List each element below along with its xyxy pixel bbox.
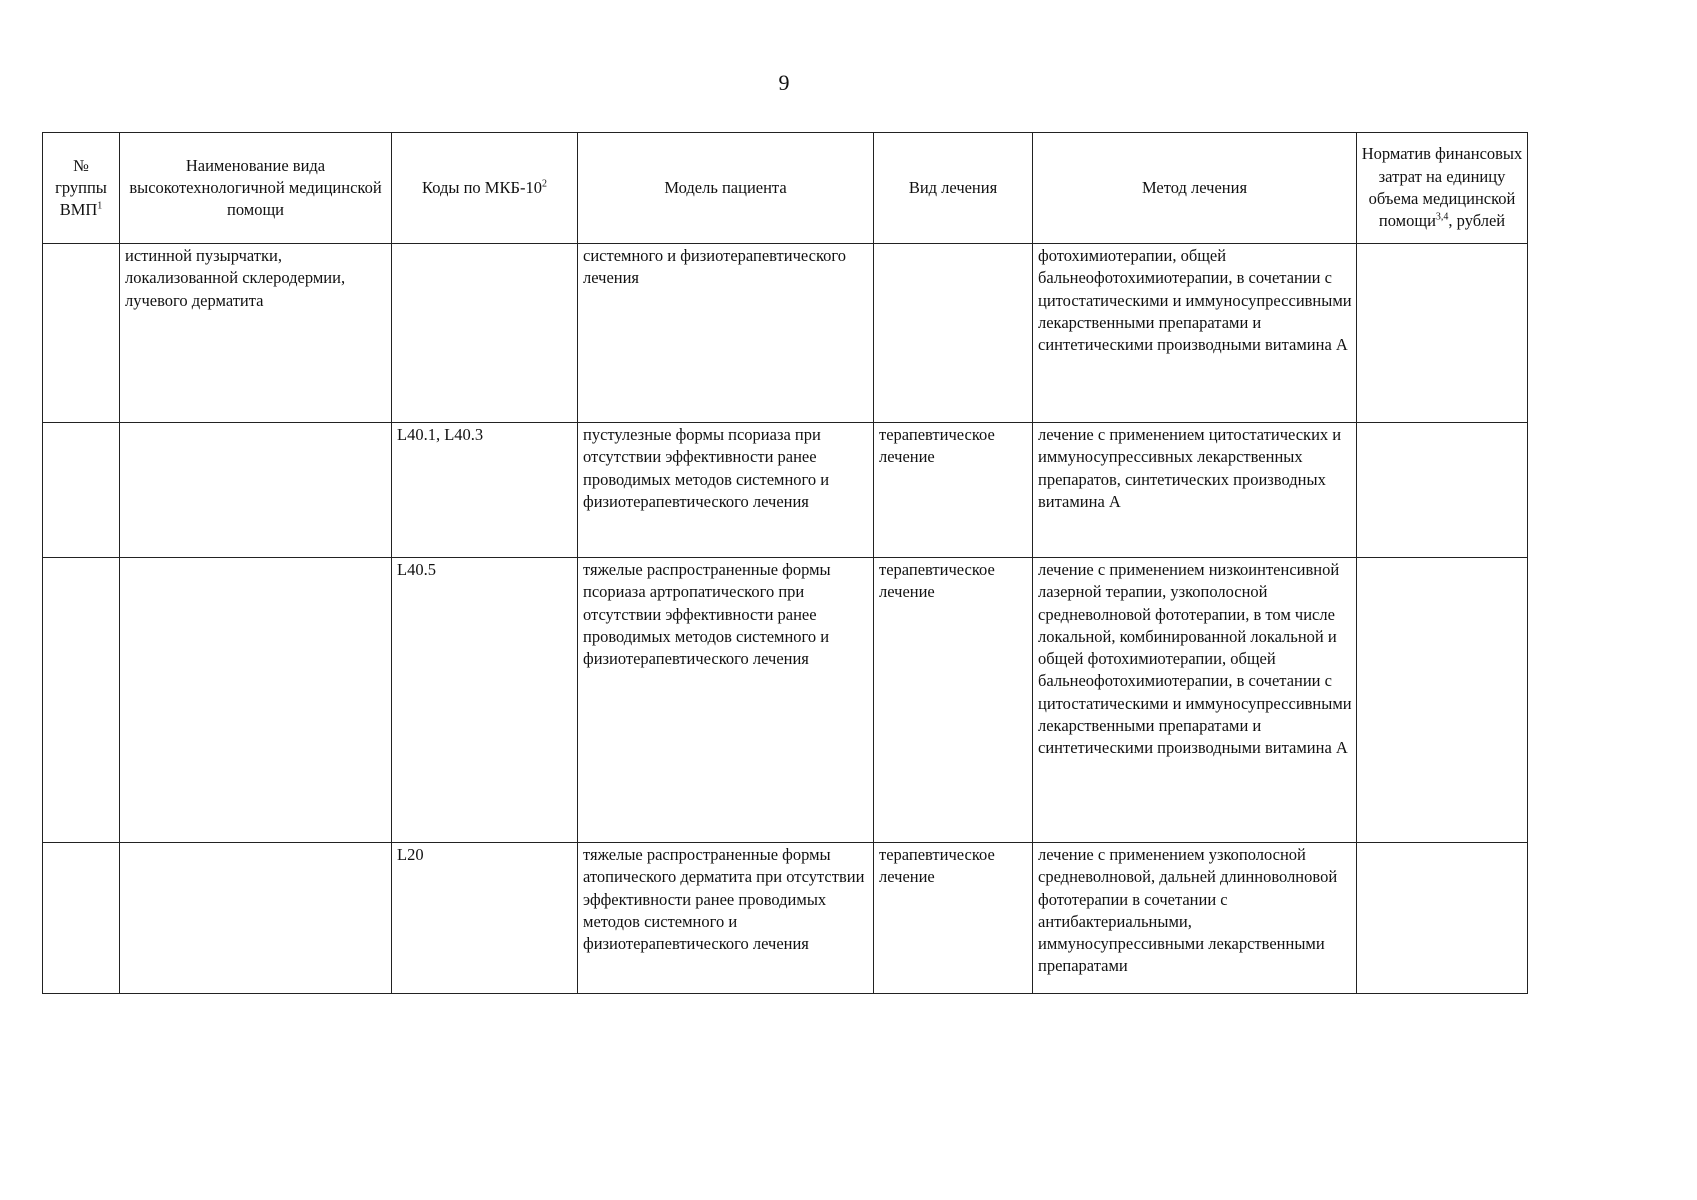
page-number: 9 xyxy=(778,70,790,95)
table-row xyxy=(43,423,1528,558)
cell-icd10-codes: L40.5 xyxy=(392,558,578,843)
cell-treatment-type xyxy=(874,244,1033,423)
cell-cost-standard xyxy=(1357,423,1528,558)
cell-cost-standard xyxy=(1357,244,1528,423)
table-row xyxy=(43,843,1528,994)
header-patient-model: Модель пациента xyxy=(578,133,874,244)
cell-care-type-name: истинной пузырчатки, локализованной склеродермии, лучевого дерматита xyxy=(120,244,392,423)
cell-patient-model: системного и физиотерапевтического лечения xyxy=(578,244,874,423)
header-group-number: № группы ВМП$^1$ xyxy=(43,133,120,244)
cell-group-number xyxy=(43,423,120,558)
header-care-type-name: Наименование вида высокотехнологичной медицинской помощи xyxy=(120,133,392,244)
cell-cost-standard xyxy=(1357,558,1528,843)
vmp-table xyxy=(42,132,1528,994)
cell-group-number xyxy=(43,558,120,843)
cell-patient-model: пустулезные формы псориаза при отсутствии эффективности ранее проводимых методов системного и физиотерапевтического лечения xyxy=(578,423,874,558)
table-header-row xyxy=(43,133,1528,244)
cell-icd10-codes xyxy=(392,244,578,423)
cell-icd10-codes: L40.1, L40.3 xyxy=(392,423,578,558)
header-treatment-type: Вид лечения xyxy=(874,133,1033,244)
cell-treatment-type: терапевтическое лечение xyxy=(874,558,1033,843)
cell-care-type-name xyxy=(120,843,392,994)
cell-care-type-name xyxy=(120,423,392,558)
cell-patient-model: тяжелые распространенные формы псориаза артропатического при отсутствии эффективности ранее проводимых методов системного и физиотерапевтического лечения xyxy=(578,558,874,843)
cell-treatment-method: фотохимиотерапии, общей бальнеофотохимиотерапии, в сочетании с цитостатическими и иммуносупрессивными лекарственными препаратами и синтетическими производными витамина А xyxy=(1033,244,1357,423)
cell-treatment-type: терапевтическое лечение xyxy=(874,843,1033,994)
table-row xyxy=(43,558,1528,843)
header-treatment-method: Метод лечения xyxy=(1033,133,1357,244)
cell-treatment-method: лечение с применением узкополосной средневолновой, дальней длинноволновой фототерапии в сочетании с антибактериальными, иммуносупрессивными лекарственными препаратами xyxy=(1033,843,1357,994)
cell-care-type-name xyxy=(120,558,392,843)
cell-treatment-method: лечение с применением цитостатических и иммуносупрессивных лекарственных препаратов, синтетических производных витамина А xyxy=(1033,423,1357,558)
cell-treatment-method: лечение с применением низкоинтенсивной лазерной терапии, узкополосной средневолновой фототерапии, в том числе локальной, комбинированной локальной и общей фотохимиотерапии, общей бальнеофотохимиотерапии, в сочетании с цитостатическими и иммуносупрессивными лекарственными препаратами и синтетическими производными витамина А xyxy=(1033,558,1357,843)
cell-group-number xyxy=(43,244,120,423)
cell-group-number xyxy=(43,843,120,994)
header-icd10-codes: Коды по МКБ-$10^2$ xyxy=(392,133,578,244)
header-cost-standard: Норматив финансовых затрат на единицу объема медицинской помощи$^{3,4}$, рублей xyxy=(1357,133,1528,244)
cell-treatment-type: терапевтическое лечение xyxy=(874,423,1033,558)
cell-icd10-codes: L20 xyxy=(392,843,578,994)
table-row xyxy=(43,244,1528,423)
cell-cost-standard xyxy=(1357,843,1528,994)
cell-patient-model: тяжелые распространенные формы атопического дерматита при отсутствии эффективности ранее проводимых методов системного и физиотерапевтического лечения xyxy=(578,843,874,994)
